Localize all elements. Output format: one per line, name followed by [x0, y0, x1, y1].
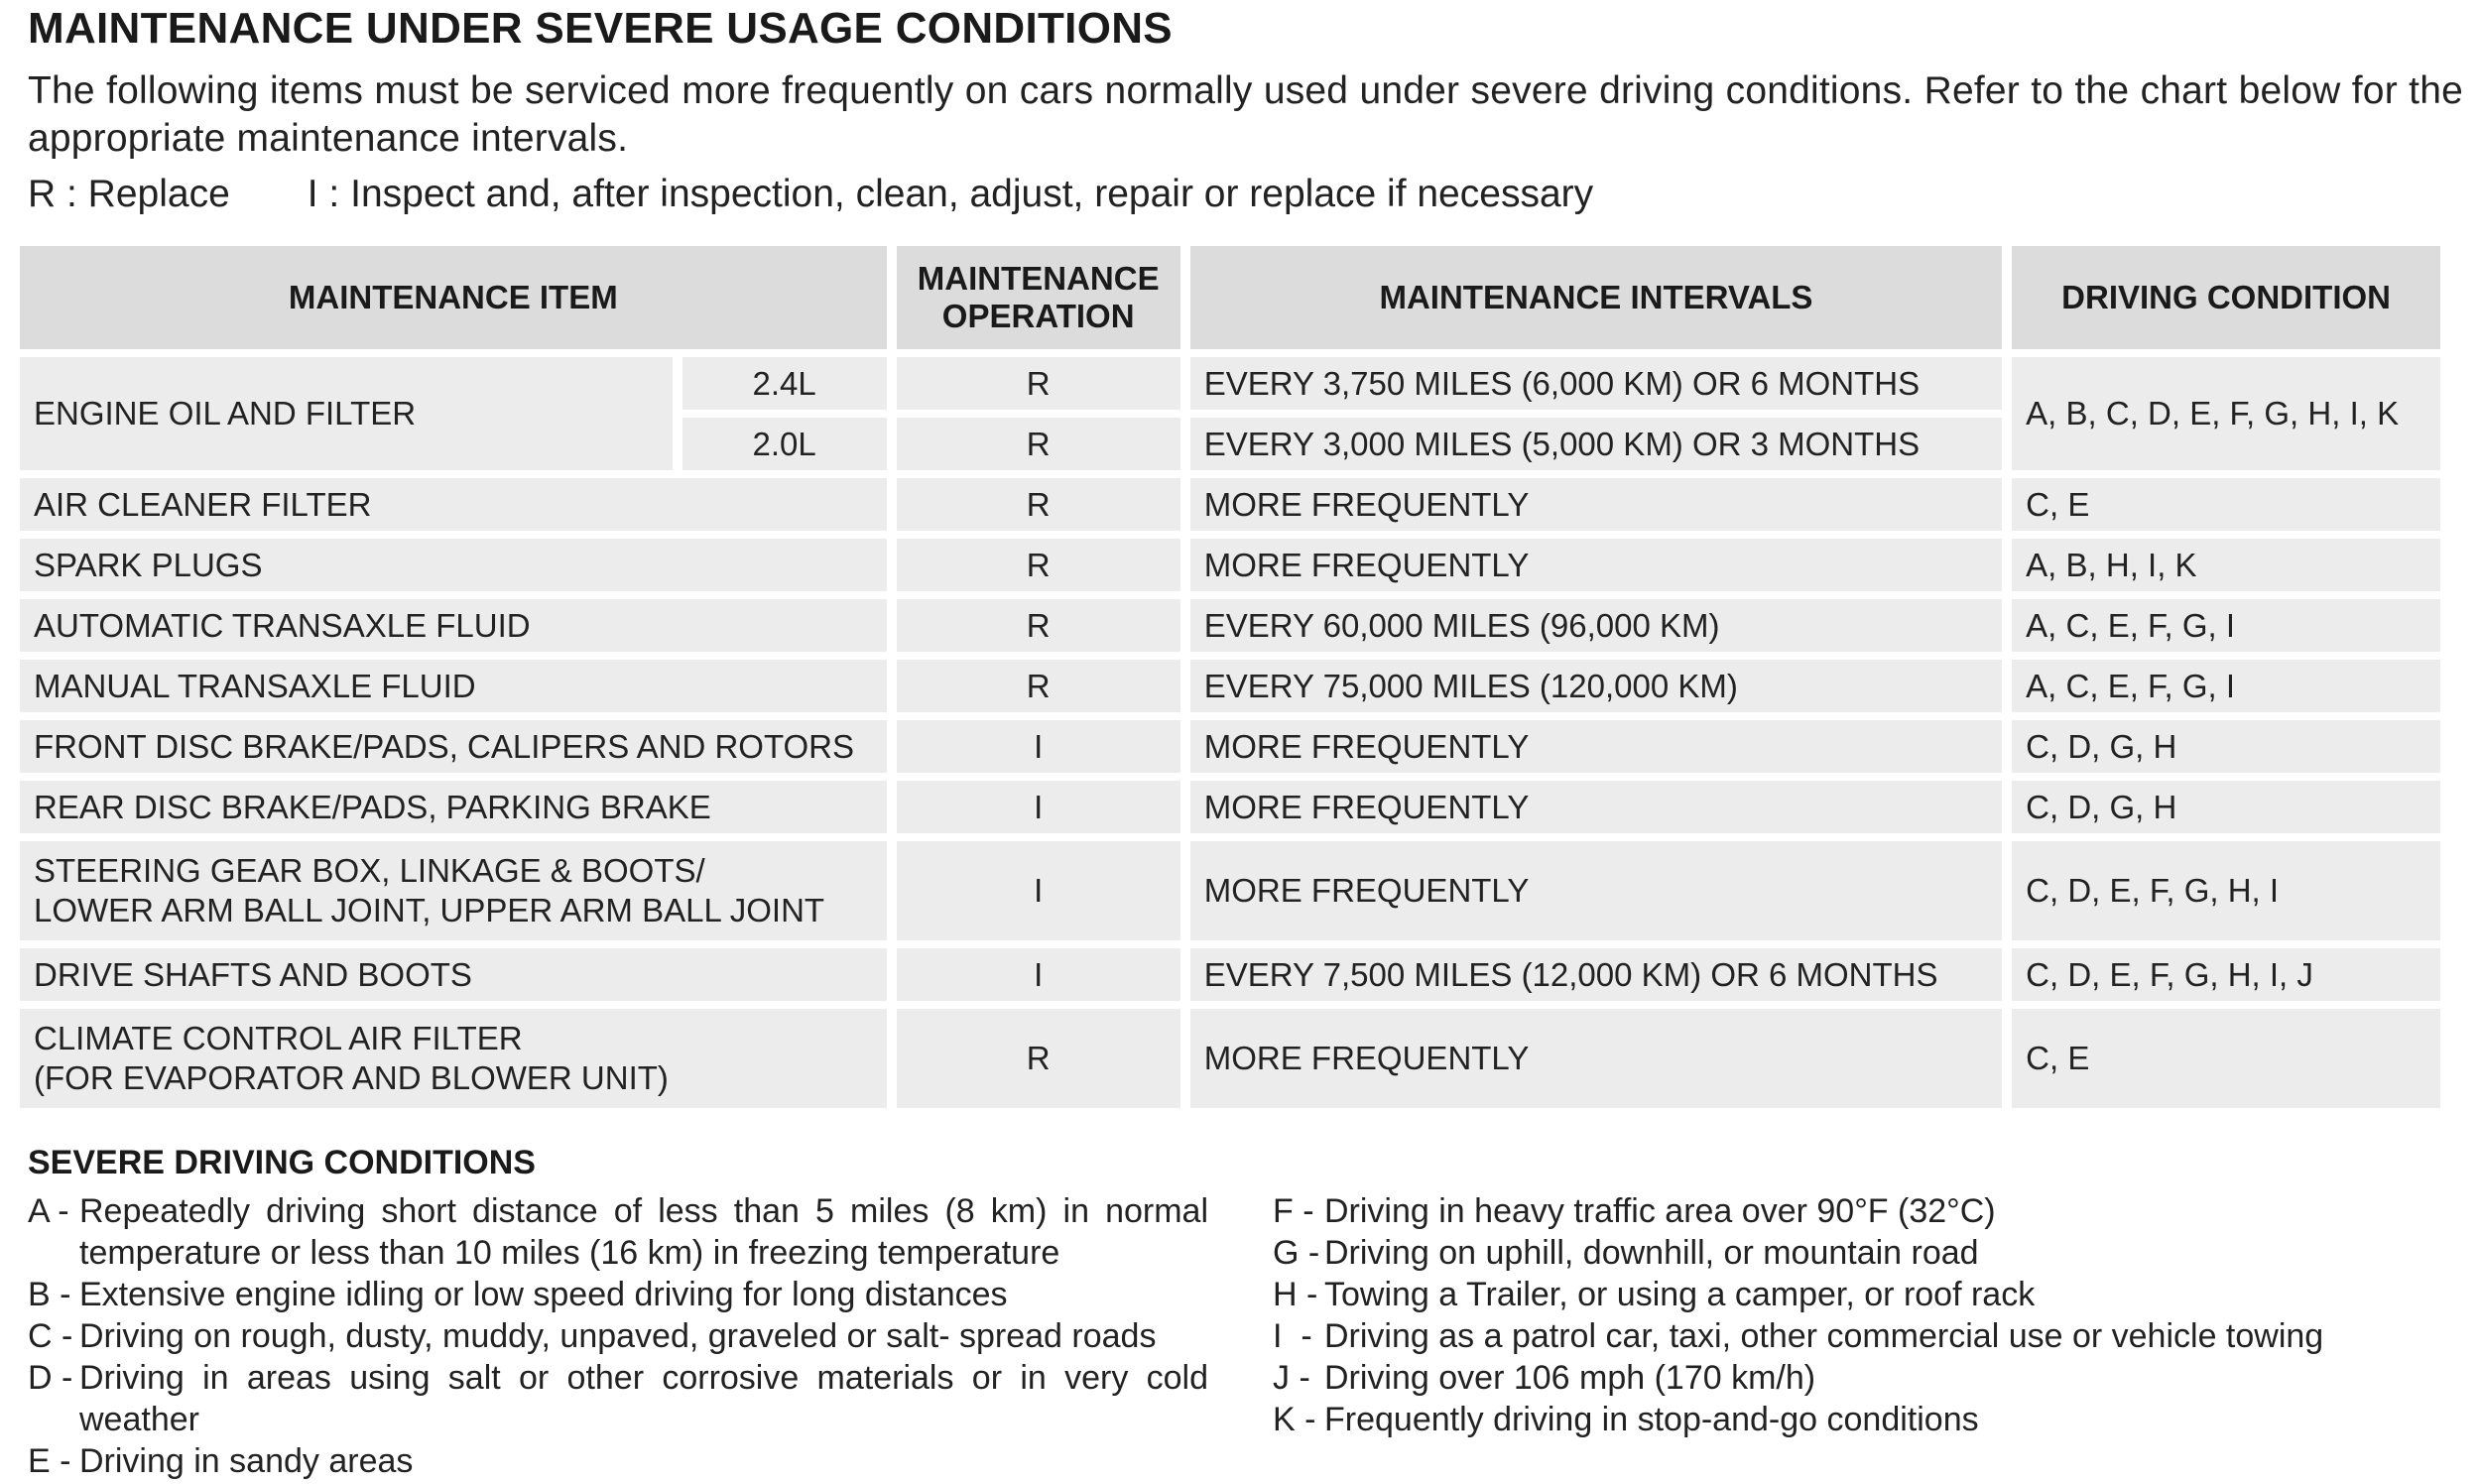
- table-row: [20, 599, 2440, 652]
- item-cell: REAR DISC BRAKE/PADS, PARKING BRAKE: [20, 781, 887, 833]
- condition-item: C - Driving on rough, dusty, muddy, unpaved, graveled or salt- spread roads: [28, 1317, 1157, 1355]
- condition-item: B - Extensive engine idling or low speed driving for long distances: [28, 1276, 1008, 1313]
- condition-item: G - Driving on uphill, downhill, or mountain road: [1273, 1234, 1979, 1272]
- operation-cell: I: [897, 841, 1180, 940]
- table-row: [20, 841, 2440, 940]
- interval-cell: EVERY 7,500 MILES (12,000 KM) OR 6 MONTHS: [1190, 948, 2002, 1001]
- header-driving-condition: DRIVING CONDITION: [2012, 246, 2440, 349]
- interval-cell: EVERY 3,750 MILES (6,000 KM) OR 6 MONTHS: [1190, 357, 2002, 410]
- interval-cell: MORE FREQUENTLY: [1190, 781, 2002, 833]
- legend-replace: R : Replace: [28, 173, 230, 215]
- condition-cell: C, E: [2012, 478, 2440, 531]
- condition-cell: C, D, G, H: [2012, 781, 2440, 833]
- condition-cell: A, C, E, F, G, I: [2012, 599, 2440, 652]
- table-row: [20, 539, 2440, 591]
- item-cell: MANUAL TRANSAXLE FLUID: [20, 660, 887, 712]
- table-row: [20, 660, 2440, 712]
- engine-variant-cell: 2.0L: [682, 418, 887, 470]
- interval-cell: MORE FREQUENTLY: [1190, 478, 2002, 531]
- item-cell: AIR CLEANER FILTER: [20, 478, 887, 531]
- operation-cell: R: [897, 1009, 1180, 1108]
- table-row: [20, 720, 2440, 773]
- interval-cell: MORE FREQUENTLY: [1190, 1009, 2002, 1108]
- condition-item: E - Driving in sandy areas: [28, 1442, 414, 1480]
- table-row: [20, 357, 2440, 410]
- operation-legend: [28, 171, 2480, 218]
- table-row: [20, 1009, 2440, 1108]
- operation-cell: R: [897, 478, 1180, 531]
- condition-cell: C, D, E, F, G, H, I, J: [2012, 948, 2440, 1001]
- interval-cell: MORE FREQUENTLY: [1190, 841, 2002, 940]
- engine-variant-cell: 2.4L: [682, 357, 887, 410]
- operation-cell: R: [897, 539, 1180, 591]
- legend-inspect: I : Inspect and, after inspection, clean, adjust, repair or replace if necessary: [307, 173, 1594, 215]
- condition-cell: C, D, G, H: [2012, 720, 2440, 773]
- item-cell: CLIMATE CONTROL AIR FILTER (FOR EVAPORATOR AND BLOWER UNIT): [20, 1009, 887, 1108]
- condition-item: F - Driving in heavy traffic area over 90°F (32°C): [1273, 1192, 1996, 1230]
- interval-cell: EVERY 3,000 MILES (5,000 KM) OR 3 MONTHS: [1190, 418, 2002, 470]
- header-maintenance-item: MAINTENANCE ITEM: [20, 246, 887, 349]
- condition-cell: C, D, E, F, G, H, I: [2012, 841, 2440, 940]
- condition-cell: C, E: [2012, 1009, 2440, 1108]
- table-row: [20, 478, 2440, 531]
- operation-cell: R: [897, 418, 1180, 470]
- condition-cell: A, B, C, D, E, F, G, H, I, K: [2012, 357, 2440, 470]
- conditions-right-column: [1273, 1190, 2414, 1482]
- condition-item: I - Driving as a patrol car, taxi, other commercial use or vehicle towing: [1273, 1317, 2324, 1355]
- item-cell: AUTOMATIC TRANSAXLE FLUID: [20, 599, 887, 652]
- conditions-left-column: [28, 1190, 1208, 1482]
- conditions-title: SEVERE DRIVING CONDITIONS: [28, 1144, 536, 1181]
- interval-cell: MORE FREQUENTLY: [1190, 720, 2002, 773]
- item-cell: SPARK PLUGS: [20, 539, 887, 591]
- item-cell: FRONT DISC BRAKE/PADS, CALIPERS AND ROTORS: [20, 720, 887, 773]
- item-cell: DRIVE SHAFTS AND BOOTS: [20, 948, 887, 1001]
- operation-cell: I: [897, 781, 1180, 833]
- condition-item: J - Driving over 106 mph (170 km/h): [1273, 1359, 1816, 1397]
- operation-cell: R: [897, 357, 1180, 410]
- intro-paragraph: The following items must be serviced more frequently on cars normally used under severe driving conditions. Refer to the chart below for the appropriate maintenance intervals.: [28, 69, 2463, 160]
- condition-item: A - Repeatedly driving short distance of less than 5 miles (8 km) in normal temperature or less than 10 miles (16 km) in freezing temperature: [28, 1192, 1208, 1272]
- header-maintenance-operation: MAINTENANCE OPERATION: [897, 246, 1180, 349]
- item-cell: ENGINE OIL AND FILTER: [20, 357, 673, 470]
- operation-cell: R: [897, 599, 1180, 652]
- interval-cell: EVERY 75,000 MILES (120,000 KM): [1190, 660, 2002, 712]
- severe-driving-conditions: [28, 1141, 2448, 1482]
- condition-item: D - Driving in areas using salt or other corrosive materials or in very cold weather: [28, 1359, 1208, 1438]
- condition-cell: A, B, H, I, K: [2012, 539, 2440, 591]
- interval-cell: EVERY 60,000 MILES (96,000 KM): [1190, 599, 2002, 652]
- interval-cell: MORE FREQUENTLY: [1190, 539, 2002, 591]
- page-title: MAINTENANCE UNDER SEVERE USAGE CONDITIONS: [28, 4, 1173, 53]
- operation-cell: R: [897, 660, 1180, 712]
- table-row: [20, 948, 2440, 1001]
- header-maintenance-intervals: MAINTENANCE INTERVALS: [1190, 246, 2002, 349]
- operation-cell: I: [897, 720, 1180, 773]
- item-cell: STEERING GEAR BOX, LINKAGE & BOOTS/ LOWER ARM BALL JOINT, UPPER ARM BALL JOINT: [20, 841, 887, 940]
- operation-cell: I: [897, 948, 1180, 1001]
- condition-item: K - Frequently driving in stop-and-go conditions: [1273, 1401, 1979, 1438]
- table-header-row: [20, 246, 2440, 349]
- maintenance-table: [10, 238, 2450, 1116]
- condition-cell: A, C, E, F, G, I: [2012, 660, 2440, 712]
- table-row: [20, 781, 2440, 833]
- condition-item: H - Towing a Trailer, or using a camper, or roof rack: [1273, 1276, 2036, 1313]
